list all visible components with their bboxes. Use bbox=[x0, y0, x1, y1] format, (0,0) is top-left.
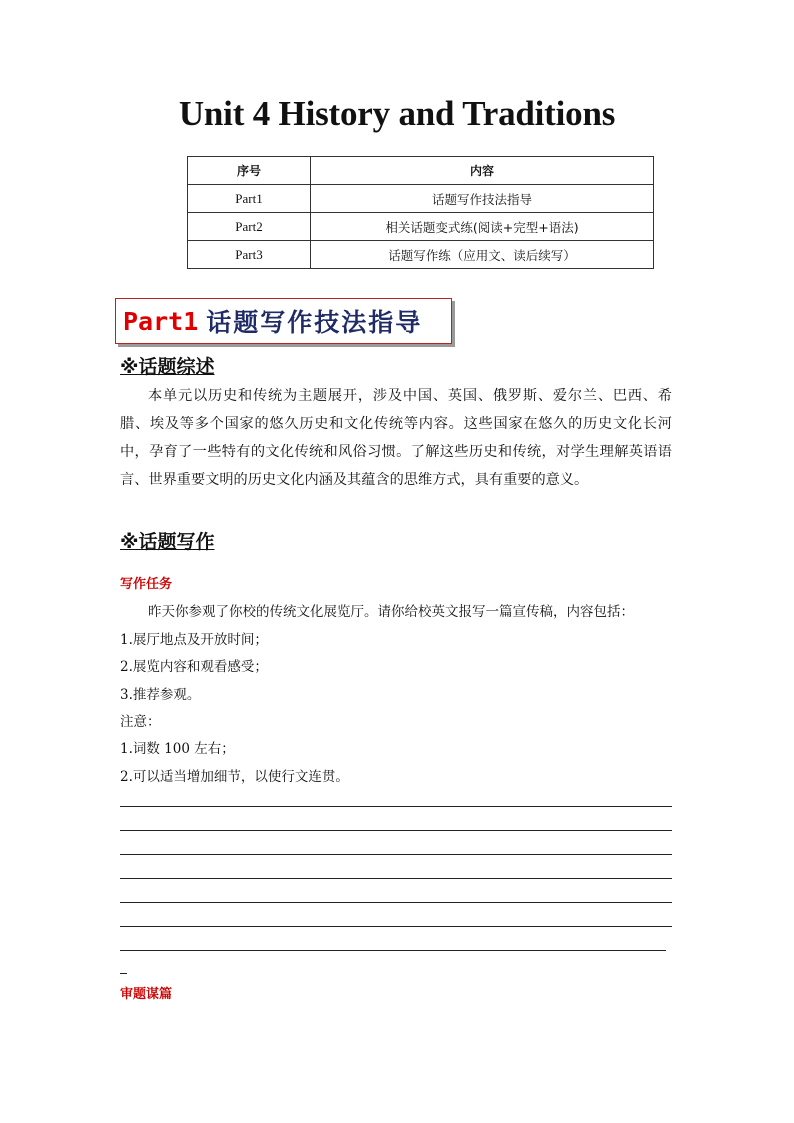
writing-line bbox=[120, 806, 672, 807]
writing-line bbox=[120, 830, 672, 831]
column-header-content: 内容 bbox=[311, 157, 654, 185]
topic-writing-heading: ※话题写作 bbox=[120, 531, 215, 553]
writing-line bbox=[120, 902, 672, 903]
note-item: 1.词数 100 左右； bbox=[120, 741, 235, 757]
writing-line bbox=[120, 878, 672, 879]
column-header-number: 序号 bbox=[188, 157, 311, 185]
topic-overview-paragraph: 本单元以历史和传统为主题展开，涉及中国、英国、俄罗斯、爱尔兰、巴西、希腊、埃及等多个国家的悠久历史和文化传统等内容。这些国家在悠久的历史文化长河中，孕育了一些特有的文化传统和风俗习惯。了解这些历史和传统，对学生理解英语语言、世界重要文明的历史文化内涵及其蕴含的思维方式，具有重要的意义。 bbox=[120, 388, 672, 488]
table-row bbox=[188, 213, 654, 241]
task-intro: 昨天你参观了你校的传统文化展览厅。请你给校英文报写一篇宣传稿，内容包括： bbox=[148, 604, 634, 620]
topic-overview-heading: ※话题综述 bbox=[120, 356, 215, 378]
table-cell-part: Part2 bbox=[188, 213, 311, 241]
banner-part-label: Part1 bbox=[123, 306, 199, 336]
table-cell-content: 相关话题变式练(阅读+完型+语法) bbox=[311, 213, 654, 241]
table-cell-part: Part1 bbox=[188, 185, 311, 213]
note-label: 注意： bbox=[120, 714, 161, 730]
table-cell-content: 话题写作练（应用文、读后续写） bbox=[311, 241, 654, 269]
writing-line-end bbox=[120, 973, 127, 974]
analysis-label: 审题谋篇 bbox=[120, 987, 173, 1002]
contents-table bbox=[187, 156, 654, 269]
table-header-row bbox=[188, 157, 654, 185]
writing-line bbox=[120, 950, 666, 951]
page-title: Unit 4 History and Traditions bbox=[178, 94, 616, 133]
note-item: 2.可以适当增加细节，以使行文连贯。 bbox=[120, 769, 349, 785]
writing-line bbox=[120, 926, 672, 927]
task-item: 3.推荐参观。 bbox=[120, 687, 201, 703]
writing-line bbox=[120, 854, 672, 855]
part1-banner bbox=[115, 298, 452, 344]
table-row bbox=[188, 185, 654, 213]
task-item: 2.展览内容和观看感受； bbox=[120, 659, 268, 675]
task-item: 1.展厅地点及开放时间； bbox=[120, 632, 268, 648]
table-row bbox=[188, 241, 654, 269]
table-cell-part: Part3 bbox=[188, 241, 311, 269]
table-cell-content: 话题写作技法指导 bbox=[311, 185, 654, 213]
writing-task-label: 写作任务 bbox=[120, 577, 173, 592]
banner-title: 话题写作技法指导 bbox=[206, 308, 423, 337]
